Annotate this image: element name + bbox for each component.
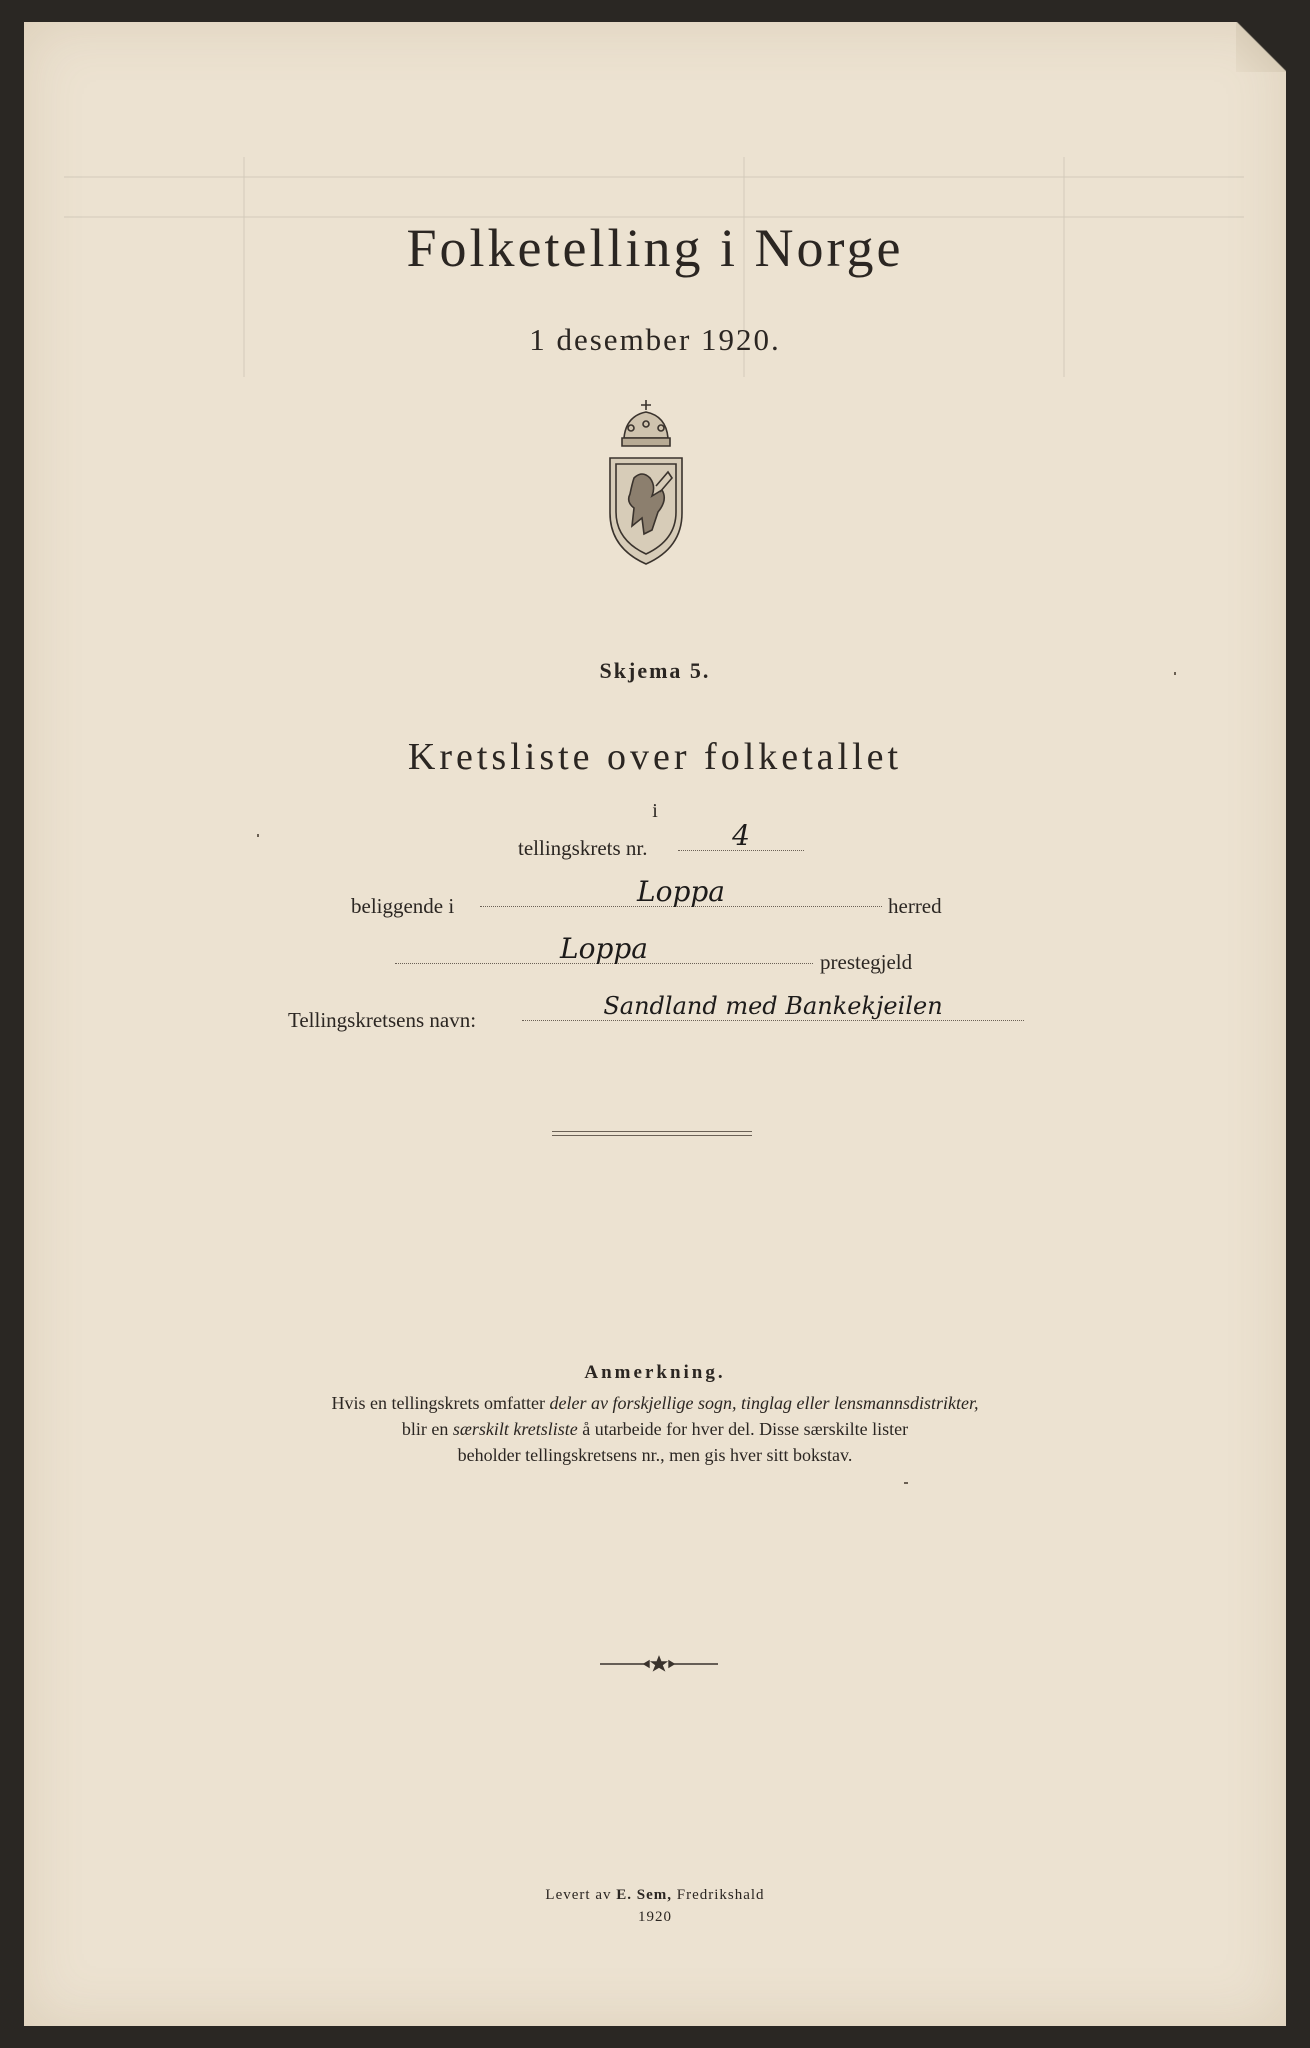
krets-label: tellingskrets nr. bbox=[518, 836, 648, 860]
note-text bbox=[24, 1390, 1286, 1468]
preposition-i: i bbox=[652, 800, 658, 822]
beliggende-label: beliggende i bbox=[351, 894, 455, 918]
schema-number: Skjema 5. bbox=[599, 658, 711, 683]
herred-label: herred bbox=[888, 894, 942, 918]
paper-speck bbox=[257, 834, 259, 837]
prestegjeld-field[interactable]: Loppa bbox=[395, 935, 813, 964]
star-ornament-icon bbox=[600, 1654, 718, 1674]
form-heading: Kretsliste over folketallet bbox=[407, 736, 903, 778]
note-line-2: blir en særskilt kretsliste å utarbeide for hver del. Disse særskilte lister bbox=[401, 1419, 909, 1439]
note-title: Anmerkning. bbox=[584, 1362, 726, 1383]
print-year: 1920 bbox=[638, 1909, 672, 1925]
divider-rule bbox=[552, 1135, 752, 1136]
divider-rule bbox=[552, 1131, 752, 1132]
prestegjeld-label: prestegjeld bbox=[820, 950, 913, 974]
krets-name-field[interactable]: Sandland med Bankekjeilen bbox=[522, 992, 1024, 1021]
paper-speck bbox=[1174, 672, 1176, 675]
paper-speck bbox=[904, 1482, 908, 1484]
document-title: Folketelling i Norge bbox=[406, 218, 904, 278]
norwegian-coat-of-arms-icon bbox=[596, 398, 696, 568]
census-date: 1 desember 1920. bbox=[529, 322, 781, 357]
printer-footer bbox=[24, 1884, 1286, 1928]
krets-number-field[interactable]: 4 bbox=[678, 822, 804, 851]
navn-label: Tellingskretsens navn: bbox=[288, 1008, 477, 1032]
note-line-3: beholder tellingskretsens nr., men gis hver sitt bokstav. bbox=[457, 1445, 853, 1465]
document-page bbox=[24, 22, 1286, 2026]
page-corner bbox=[1236, 22, 1286, 72]
note-line-1: Hvis en tellingskrets omfatter deler av forskjellige sogn, tinglag eller lensmannsdistrikter, bbox=[331, 1393, 979, 1413]
herred-field[interactable]: Loppa bbox=[480, 878, 882, 907]
printer-line: Levert av E. Sem, Fredrikshald bbox=[545, 1887, 765, 1903]
